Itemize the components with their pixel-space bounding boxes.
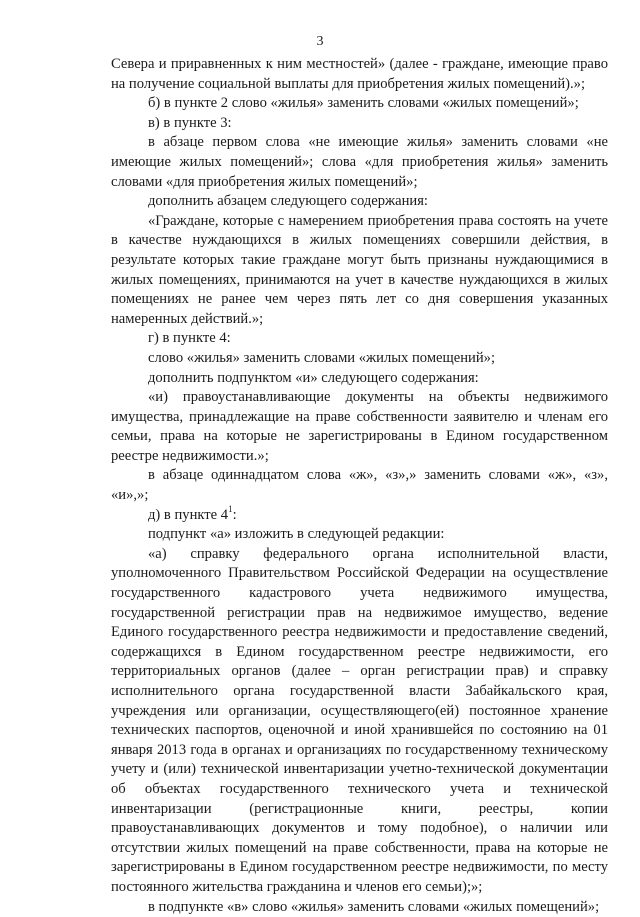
paragraph: в подпункте «в» слово «жилья» заменить словами «жилых помещений»; [148,898,600,915]
paragraph: г) в пункте 4: [148,330,231,347]
paragraph: Севера и приравненных к ним местностей» (далее - граждане, имеющие право на получение социальной выплаты для приобретения жилых помещений).»; [111,56,608,92]
paragraph: слово «жилья» заменить словами «жилых помещений»; [148,349,496,366]
document-body [111,55,608,917]
superscript: 1 [228,503,233,514]
paragraph-tail: : [232,506,237,523]
paragraph: в) в пункте 3: [148,114,232,131]
paragraph: «Граждане, которые с намерением приобретения права состоять на учете в качестве нуждающихся в жилых помещениях совершили действия, в результате которых такие граждане могут быть признаны нуждающимися в жилых помещениях, принимаются на учет в качестве нуждающихся в жилых помещениях не ранее чем через пять лет со дня совершения указанных намеренных действий.»; [111,212,608,327]
paragraph: подпункт «а» изложить в следующей редакции: [148,526,445,543]
paragraph: дополнить абзацем следующего содержания: [148,193,428,210]
paragraph: в абзаце первом слова «не имеющие жилья» заменить словами «не имеющие жилых помещений»; слова «для приобретения жилья» заменить словами «для приобретения жилых помещений»; [111,134,608,190]
paragraph-with-superscript [111,503,608,526]
paragraph: «и) правоустанавливающие документы на объекты недвижимого имущества, принадлежащие на праве собственности заявителю и членам его семьи, права на которые не зарегистрированы в Едином государственном реестре недвижимости.»; [111,389,608,464]
page-number: 3 [316,34,324,49]
paragraph: в абзаце одиннадцатом слова «ж», «з»,» заменить словами «ж», «з», «и»,»; [111,467,608,504]
paragraph: дополнить подпунктом «и» следующего содержания: [148,369,479,386]
paragraph: б) в пункте 2 слово «жилья» заменить словами «жилых помещений»; [148,95,579,112]
paragraph-text: д) в пункте 4 [148,506,229,523]
paragraph: «а) справку федерального органа исполнительной власти, уполномоченного Правительством Российской Федерации на осуществление государственного кадастрового учета недвижимого имущества, государственной регистрации прав на недвижимое имущество, ведение Единого государственного реестра недвижимости и предоставление сведений, содержащихся в Едином государственном реестре недвижимости, его территориальных органов (далее – орган регистрации прав) и справку исполнительного органа государственной власти Забайкальского края, учреждения или организации, осуществляющего(ей) постоянное хранение технических паспортов, оценочной и иной хранившейся по состоянию на 01 января 2013 года в органах и организациях по государственному техническому учету и (или) технической инвентаризации учетно-технической документации об объектах государственного технического учета и технической инвентаризации (регистрационные книги, реестры, копии правоустанавливающих документов и тому подобное), о наличии или отсутствии жилых помещений на праве собственности, права на которые не зарегистрированы в Едином государственном реестре недвижимости, по месту постоянного жительства гражданина и членов его семьи);»; [111,545,608,895]
